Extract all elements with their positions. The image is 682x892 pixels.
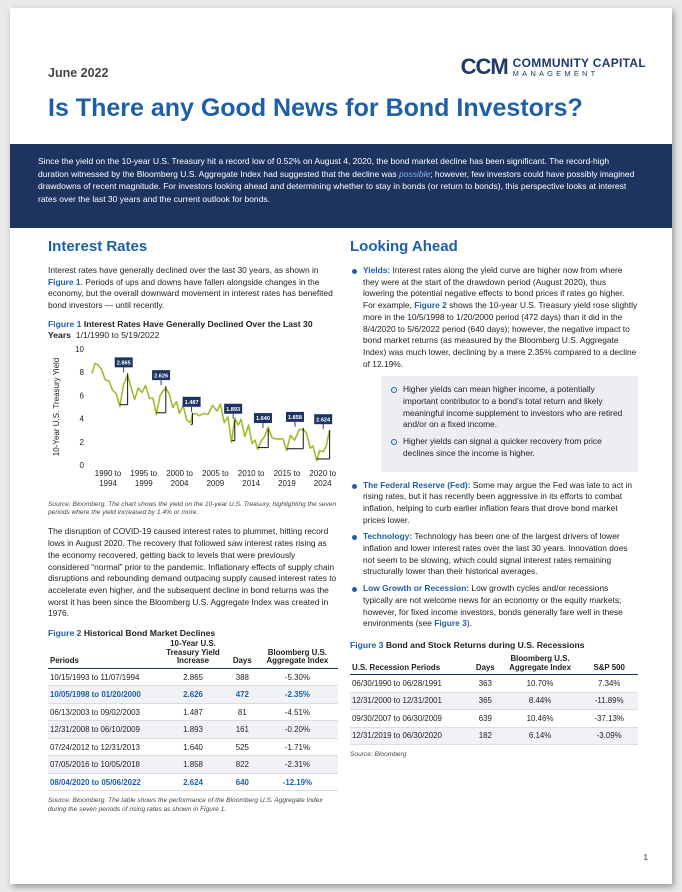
x-tick-label: 2000 to bbox=[166, 468, 193, 478]
x-tick-label: 2019 bbox=[278, 478, 296, 488]
x-tick-label: 2015 to bbox=[273, 468, 301, 478]
table-row bbox=[350, 727, 638, 745]
x-tick-label: 1990 to bbox=[94, 468, 122, 478]
list-item-text: Technology has been one of the largest drivers of lower inflation and lower interest rates over the last 30 years. Innovation does not seem to be slowing, which could signal interest rates remaining structurally lower than their historical averages. bbox=[363, 531, 628, 577]
table-header: U.S. Recession Periods bbox=[350, 655, 471, 675]
figure-2-title: Historical Bond Market Declines bbox=[81, 628, 216, 639]
table-cell: -37.13% bbox=[580, 710, 638, 728]
table-cell: 12/31/2000 to 12/31/2001 bbox=[350, 692, 471, 710]
figure-1-title: Interest Rates Have Generally Declined Over the Last 30 Years bbox=[48, 318, 313, 340]
figure-3-source: Source: Bloomberg bbox=[350, 751, 407, 759]
period-label: 2.865 bbox=[116, 360, 131, 367]
table-cell: 10.46% bbox=[500, 710, 581, 728]
paragraph-text: Interest rates have generally declined over the last 30 years, as shown in bbox=[48, 265, 319, 275]
period-label: 1.858 bbox=[287, 414, 302, 421]
figure-1-source: Source: Bloomberg. The chart shows the yield on the 10-year U.S. Treasury, highlighting the seven periods where the yield increased by 1.4% or more. bbox=[48, 500, 337, 517]
page-title: Is There any Good News for Bond Investors? bbox=[48, 94, 583, 122]
table-header: Bloomberg U.S. Aggregate Index bbox=[500, 655, 581, 675]
x-tick-label: 2004 bbox=[170, 478, 189, 488]
table-cell: 81 bbox=[228, 703, 257, 721]
list-item-text: ). bbox=[466, 618, 472, 629]
table-cell: 09/30/2007 to 06/30/2009 bbox=[350, 710, 471, 728]
logo-mark: CCM bbox=[460, 54, 508, 79]
table-row bbox=[350, 675, 638, 693]
y-tick-label: 0 bbox=[79, 460, 84, 470]
x-tick-label: 2024 bbox=[313, 478, 332, 488]
figure-2-source: Source: Bloomberg. The table shows the performance of the Bloomberg U.S. Aggregate Index during the seven periods of rising rates as shown in Figure 1. bbox=[48, 797, 323, 813]
table-header: Periods bbox=[48, 640, 158, 668]
table-cell: -2.31% bbox=[257, 756, 338, 774]
logo-line-2: MANAGEMENT bbox=[512, 68, 599, 78]
table-row bbox=[48, 738, 338, 756]
table-cell: 07/05/2016 to 10/05/2018 bbox=[48, 756, 158, 774]
table-row bbox=[48, 773, 338, 791]
right-column bbox=[350, 238, 638, 759]
logo-line-1: COMMUNITY CAPITAL bbox=[512, 55, 646, 70]
figure-2-reference: Figure 2 bbox=[414, 300, 447, 311]
table-cell: 365 bbox=[471, 692, 500, 710]
list-item-technology bbox=[350, 531, 638, 578]
table-cell: 8.44% bbox=[500, 692, 581, 710]
figure-2-caption bbox=[48, 628, 338, 639]
table-cell: 1.893 bbox=[158, 721, 228, 739]
table-cell: 639 bbox=[471, 710, 500, 728]
table-header: Days bbox=[228, 640, 257, 668]
table-row bbox=[350, 710, 638, 728]
list-item-text: Interest rates along the yield curve are higher now from where they were at the start of the drawdown period (August 2020), thus lowering the potential negative effects to bond prices if rates go higher. For example, bbox=[363, 265, 625, 311]
interest-rates-heading: Interest Rates bbox=[48, 238, 148, 255]
table-header: Bloomberg U.S. Aggregate Index bbox=[257, 640, 338, 668]
table-cell: 7.34% bbox=[580, 675, 638, 693]
table-cell: 2.865 bbox=[158, 668, 228, 686]
figure-3-title: Bond and Stock Returns during U.S. Recessions bbox=[383, 639, 585, 650]
outlook-list bbox=[350, 265, 638, 630]
table-cell: 2.624 bbox=[158, 773, 228, 791]
x-tick-label: 2005 to bbox=[202, 468, 229, 478]
y-tick-label: 10 bbox=[75, 344, 84, 354]
x-tick-label: 2020 to bbox=[309, 468, 337, 478]
table-cell: -5.30% bbox=[257, 668, 338, 686]
table-cell: 12/31/2008 to 06/10/2009 bbox=[48, 721, 158, 739]
x-tick-label: 1999 bbox=[134, 478, 153, 488]
figure-3-reference: Figure 3 bbox=[434, 618, 467, 629]
figure-2-tag: Figure 2 bbox=[48, 628, 82, 639]
callout-item: Higher yields can signal a quicker recovery from price declines since the income is higher. bbox=[391, 436, 628, 459]
table-header: S&P 500 bbox=[580, 655, 638, 675]
period-label: 1.487 bbox=[184, 399, 199, 406]
covid-paragraph: The disruption of COVID-19 caused interest rates to plummet, hitting record lows in August 2020. The recovery that followed saw interest rates rising as the economy recovered, getting back to levels that were previously considered “normal” prior to the pandemic. Inflationary effects of supply chain disruptions and rebounding demand outpacing supply caused interest rates to accelerate even higher, and the subsequent decline in bond returns was the worst it has been since the Bloomberg U.S. Aggregate Index was created in 1976. bbox=[48, 526, 337, 619]
list-item-text: Some may argue the Fed was late to act in rising rates, but it has recently been aggressive in its efforts to combat inflation, helping to curb earlier inflation fears that drove bond market prices lower. bbox=[363, 479, 633, 525]
table-cell: 1.640 bbox=[158, 738, 228, 756]
table-row bbox=[48, 668, 338, 686]
table-header: 10-Year U.S. Treasury Yield Increase bbox=[158, 640, 228, 668]
yield-chart-svg bbox=[48, 344, 338, 499]
x-tick-label: 2014 bbox=[242, 478, 261, 488]
list-item-low-growth bbox=[350, 583, 638, 630]
table-cell: -0.20% bbox=[257, 721, 338, 739]
table-cell: 10/05/1998 to 01/20/2000 bbox=[48, 686, 158, 704]
table-cell: 12/31/2019 to 06/30/2020 bbox=[350, 727, 471, 745]
y-tick-label: 6 bbox=[79, 391, 84, 401]
logo-wordmark bbox=[513, 57, 646, 78]
table-cell: 182 bbox=[471, 727, 500, 745]
table-row bbox=[48, 721, 338, 739]
table-cell: -12.19% bbox=[257, 773, 338, 791]
table-cell: 06/30/1990 to 06/28/1991 bbox=[350, 675, 471, 693]
table-cell: -4.51% bbox=[257, 703, 338, 721]
paragraph-text: . Periods of ups and downs have fallen alongside changes in the economy, but the overall downward movement in interest rates has benefited bond investors — until recently. bbox=[48, 276, 333, 311]
yields-callout bbox=[381, 376, 638, 471]
yield-chart bbox=[48, 344, 338, 499]
bond-declines-body bbox=[48, 668, 338, 791]
x-tick-label: 2009 bbox=[206, 478, 225, 488]
table-cell: 10/15/1993 to 11/07/1994 bbox=[48, 668, 158, 686]
table-cell: 6.14% bbox=[500, 727, 581, 745]
looking-ahead-heading: Looking Ahead bbox=[350, 238, 458, 255]
intro-text-a: Since the yield on the 10-year U.S. Treasury hit a record low of 0.52% on August 4, 2020, the bond market decline has been significant. The record-high duration witnessed by the Bloomberg U.S. Aggregate Index had suggested that the decline was bbox=[38, 156, 610, 179]
bond-declines-table bbox=[48, 640, 338, 791]
x-tick-label: 1995 to bbox=[130, 468, 158, 478]
table-cell: 10.70% bbox=[500, 675, 581, 693]
y-axis-label: 10-Year U.S. Treasury Yield bbox=[52, 357, 61, 457]
x-tick-label: 2010 to bbox=[237, 468, 265, 478]
x-tick-label: 1994 bbox=[99, 478, 117, 488]
figure-1-reference: Figure 1 bbox=[48, 276, 81, 287]
table-cell: 822 bbox=[228, 756, 257, 774]
figure-3-caption bbox=[350, 640, 638, 651]
low-growth-label: Low Growth or Recession: bbox=[363, 583, 470, 594]
table-cell: 07/24/2012 to 12/31/2013 bbox=[48, 738, 158, 756]
table-cell: 472 bbox=[228, 686, 257, 704]
table-row bbox=[48, 703, 338, 721]
figure-1-range: 1/1/1990 to 5/19/2022 bbox=[75, 329, 160, 340]
table-cell: -1.71% bbox=[257, 738, 338, 756]
table-row bbox=[350, 692, 638, 710]
period-label: 2.626 bbox=[154, 373, 169, 380]
period-label: 2.624 bbox=[316, 417, 331, 424]
table-cell: 2.626 bbox=[158, 686, 228, 704]
figure-1-caption bbox=[48, 319, 338, 341]
period-label: 1.640 bbox=[255, 416, 270, 423]
table-cell: 640 bbox=[228, 773, 257, 791]
recession-returns-table bbox=[350, 655, 638, 745]
list-item-fed bbox=[350, 480, 638, 527]
table-cell: -3.09% bbox=[580, 727, 638, 745]
figure-1-tag: Figure 1 bbox=[48, 318, 82, 329]
left-column bbox=[48, 238, 338, 814]
table-cell: 08/04/2020 to 05/06/2022 bbox=[48, 773, 158, 791]
table-cell: -11.89% bbox=[580, 692, 638, 710]
list-item-text: shows the 10-year U.S. Treasury yield rose slightly more in the 10/5/1998 to 1/20/2000 period (472 days) than it did in the 8/4/2020 to 5/6/2022 period (640 days); however, the negative impact to bond market returns (as measured by the Bloomberg U.S. Aggregate Index) was much lower, declining by a mere 2.35% compared to a decline of 12.19%. bbox=[363, 300, 638, 369]
list-item-yields bbox=[350, 265, 638, 472]
interest-rates-paragraph bbox=[48, 265, 338, 312]
y-tick-label: 4 bbox=[79, 414, 84, 424]
table-cell: 1.858 bbox=[158, 756, 228, 774]
period-label: 1.893 bbox=[226, 406, 241, 413]
table-row bbox=[48, 686, 338, 704]
y-tick-label: 2 bbox=[79, 437, 84, 447]
company-logo bbox=[461, 54, 646, 80]
table-cell: -2.35% bbox=[257, 686, 338, 704]
table-cell: 388 bbox=[228, 668, 257, 686]
page-number: 1 bbox=[643, 853, 648, 862]
table-cell: 161 bbox=[228, 721, 257, 739]
intro-banner bbox=[10, 144, 672, 228]
table-header: Days bbox=[471, 655, 500, 675]
table-cell: 363 bbox=[471, 675, 500, 693]
table-row bbox=[48, 756, 338, 774]
table-cell: 525 bbox=[228, 738, 257, 756]
technology-label: Technology: bbox=[363, 531, 413, 542]
callout-item: Higher yields can mean higher income, a potentially important contributor to a bond’s total return and likely meaningful income supplement to investors who are retired and/or on a fixed income. bbox=[391, 384, 628, 431]
fed-label: The Federal Reserve (Fed): bbox=[363, 479, 471, 490]
recession-returns-body bbox=[350, 675, 638, 745]
y-tick-label: 8 bbox=[79, 368, 84, 378]
list-item-text: Low growth cycles and/or recessions typically are not welcome news for an economy or the equity markets; however, for fixed income investors, bonds generally fare well in these environments (see bbox=[363, 583, 623, 629]
intro-text-b: ; however, few investors could have possibly imagined drawdowns of recent magnitude. For investors looking ahead and determining whether to stay in bonds (or return to bonds), this perspective looks at interest rates over the last 30 years and the current outlook for bonds. bbox=[38, 168, 635, 204]
document-page bbox=[10, 8, 672, 884]
table-cell: 06/13/2003 to 09/02/2003 bbox=[48, 703, 158, 721]
table-cell: 1.487 bbox=[158, 703, 228, 721]
report-date: June 2022 bbox=[48, 66, 109, 80]
yields-label: Yields: bbox=[363, 265, 391, 275]
figure-3-tag: Figure 3 bbox=[350, 639, 384, 650]
intro-emphasis: possible bbox=[399, 168, 431, 179]
